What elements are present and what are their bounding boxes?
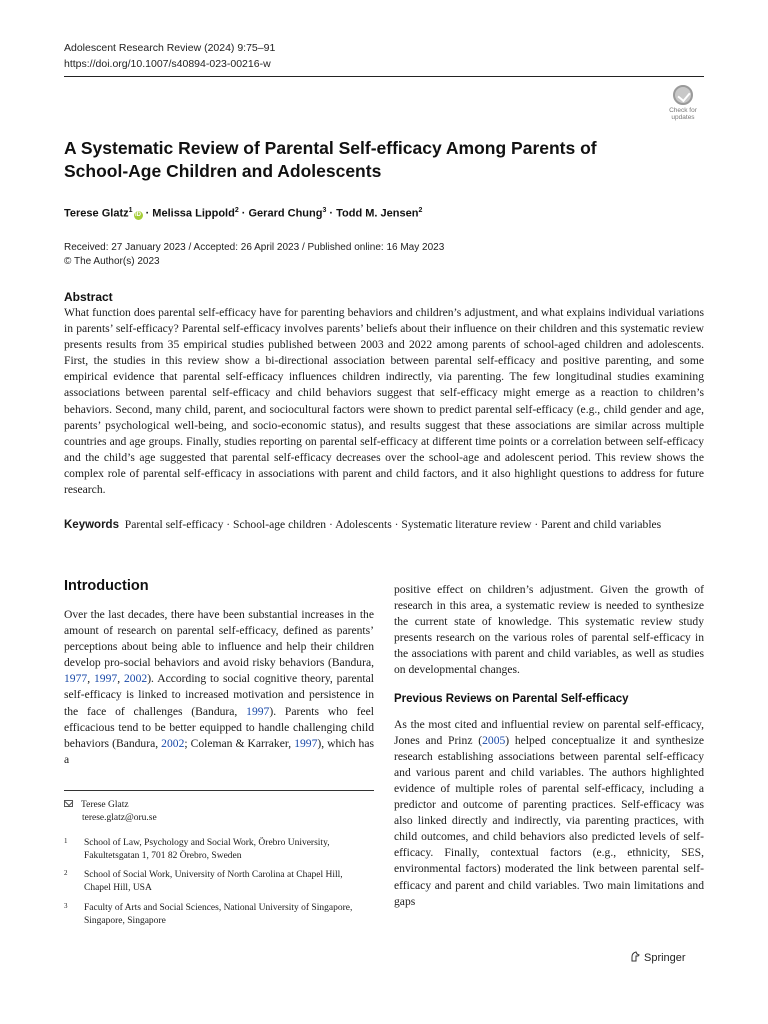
publisher-logo [630,951,686,965]
text-run: , [87,672,94,686]
author-name[interactable]: Terese Glatz [64,207,129,220]
text-run: ) helped conceptualize it and synthesize research establishing associations between parental self-efficacy and various parent and child variables. The authors highlighted evidence of multiple roles of parental self-efficacy, including a predictor and outcome of parenting practices. Self-efficacy was also linked directly and indirectly, via parenting practices, with child outcomes, and child behaviors also predicted levels of self-efficacy. Finally, contextual factors (e.g., ethnicity, SES, environmental factors) moderated the link between parental self-efficacy and parent and child variables. Two main limitations and gaps [394,733,704,908]
text-run: Over the last decades, there have been substantial increases in the amount of research on parental self-efficacy, defined as parents’ perceptions about being able to influence and help their children develop pro-social behaviors and avoid risky behaviors (Bandura, [64,608,374,670]
author-separator: · [142,207,153,220]
check-updates-line2: updates [671,114,695,121]
affiliation-text: School of Social Work, University of North Carolina at Chapel Hill, Chapel Hill, USA [84,870,343,893]
publication-dates [64,241,444,269]
text-run: As the most cited and influential review on parental self-efficacy, Jones and Prinz ( [394,717,704,747]
intro-paragraph [64,607,374,768]
text-run: ). Parents who feel efficacious tend to be better equipped to handle challenging child behaviors (Bandura, [64,704,374,750]
affiliation [64,869,364,895]
citation-link[interactable]: 1997 [94,672,118,686]
publisher-name: Springer [644,952,686,964]
text-run: ), which has a [64,736,374,766]
header-rule [64,76,704,77]
check-updates-line1: Check for [669,107,697,114]
author-affil-sup: 1 [128,207,133,214]
copyright: © The Author(s) 2023 [64,256,160,267]
article-title: A Systematic Review of Parental Self-efficacy Among Parents of School-Age Children and Adolescents [64,138,597,181]
author-affil-sup: 3 [322,207,327,214]
envelope-icon [64,800,73,807]
author-affil-sup: 2 [234,207,239,214]
author-name[interactable]: Melissa Lippold [152,207,235,220]
right-column [394,582,704,910]
previous-reviews-heading: Previous Reviews on Parental Self-efficacy [394,692,629,705]
author-name[interactable]: Gerard Chung [248,207,323,220]
history-dates: Received: 27 January 2023 / Accepted: 26 April 2023 / Published online: 16 May 2023 [64,242,445,253]
citation-link[interactable]: 2005 [482,733,506,747]
doi-link[interactable]: https://doi.org/10.1007/s40894-023-00216-w [64,58,271,70]
contact-name: Terese Glatz [81,800,129,810]
author-name[interactable]: Todd M. Jensen [336,207,419,220]
keywords [64,517,704,533]
affiliation-number: 1 [64,837,68,845]
abstract-heading: Abstract [64,290,113,304]
springer-horse-icon [630,951,640,962]
orcid-icon[interactable]: iD [135,211,142,218]
intro-paragraph-continued: positive effect on children’s adjustment. Given the growth of research in this area, a systematic review is needed to synthesize the current state of knowledge. This systematic review study presents research on the various roles of parental self-efficacy in the associations with parent and child variables, as well as studies on developmental changes. [394,583,704,677]
affiliation-text: School of Law, Psychology and Social Work, Örebro University, Fakultetsgatan 1, 701 82 Örebro, Sweden [84,838,330,861]
citation-link[interactable]: 1997 [246,704,270,718]
abstract-text: What function does parental self-efficacy have for parenting behaviors and children’s adjustment, and what explains individual variations in parents’ self-efficacy? Parental self-efficacy involves parents’ beliefs about their influence on their children and this systematic review presents results from 35 empirical studies published between 2003 and 2022 among parents of school-aged children and adolescents. First, the studies in this review show a bi-directional association between parental self-efficacy and positive parenting, and some empirical evidence that parental self-efficacy influences children indirectly, via parenting. The few longitudinal studies examining associations between parental self-efficacy and child behaviors suggest that self-efficacy might emerge as a reaction to children’s behaviors. Second, many child, parent, and sociocultural factors were shown to predict parental self-efficacy (e.g., child gender and age, parents’ psychological well-being, and socio-economic status), and results suggest that these associations are similar across multiple countries and age groups. Finally, studies reporting on parental self-efficacy at different time points or a correlation between self-efficacy and the child’s age suggested that parental self-efficacy decreases over the school-age and adolescent period. This review shows the complex role of parental self-efficacy in associations with parent and child factors, and it also highlight questions to address for future research. [64,306,704,497]
footnote-rule [64,790,374,791]
contact-email[interactable]: terese.glatz@oru.se [82,813,157,823]
previous-reviews-paragraph [394,717,704,910]
citation-link[interactable]: 2002 [161,736,185,750]
left-column [64,578,374,768]
check-for-updates-badge[interactable] [662,85,704,123]
keywords-text: Parental self-efficacy · School-age children · Adolescents · Systematic literature review · Parent and child variables [124,518,662,531]
text-run: , [117,672,124,686]
corresponding-author [64,799,157,825]
author-separator: · [238,207,249,220]
affiliation-number: 3 [64,902,68,910]
text-run: ; Coleman & Karraker, [184,736,295,750]
citation-link[interactable]: 2002 [124,672,148,686]
affiliation-text: Faculty of Arts and Social Sciences, National University of Singapore, Singapore, Singapore [84,903,353,926]
author-affil-sup: 2 [418,207,423,214]
citation-link[interactable]: 1977 [64,672,88,686]
affiliation [64,902,364,928]
journal-header [64,40,275,72]
affiliation [64,837,364,863]
check-icon [673,85,693,105]
keywords-heading: Keywords [64,519,119,531]
journal-citation: Adolescent Research Review (2024) 9:75–91 [64,42,276,54]
introduction-heading: Introduction [64,578,149,594]
author-list [64,204,422,221]
affiliation-number: 2 [64,869,68,877]
citation-link[interactable]: 1997 [294,736,318,750]
author-separator: · [326,207,337,220]
text-run: ). According to social cognitive theory, parental self-efficacy is linked to increased motivation and persistence in the face of challenges (Bandura, [64,672,375,718]
